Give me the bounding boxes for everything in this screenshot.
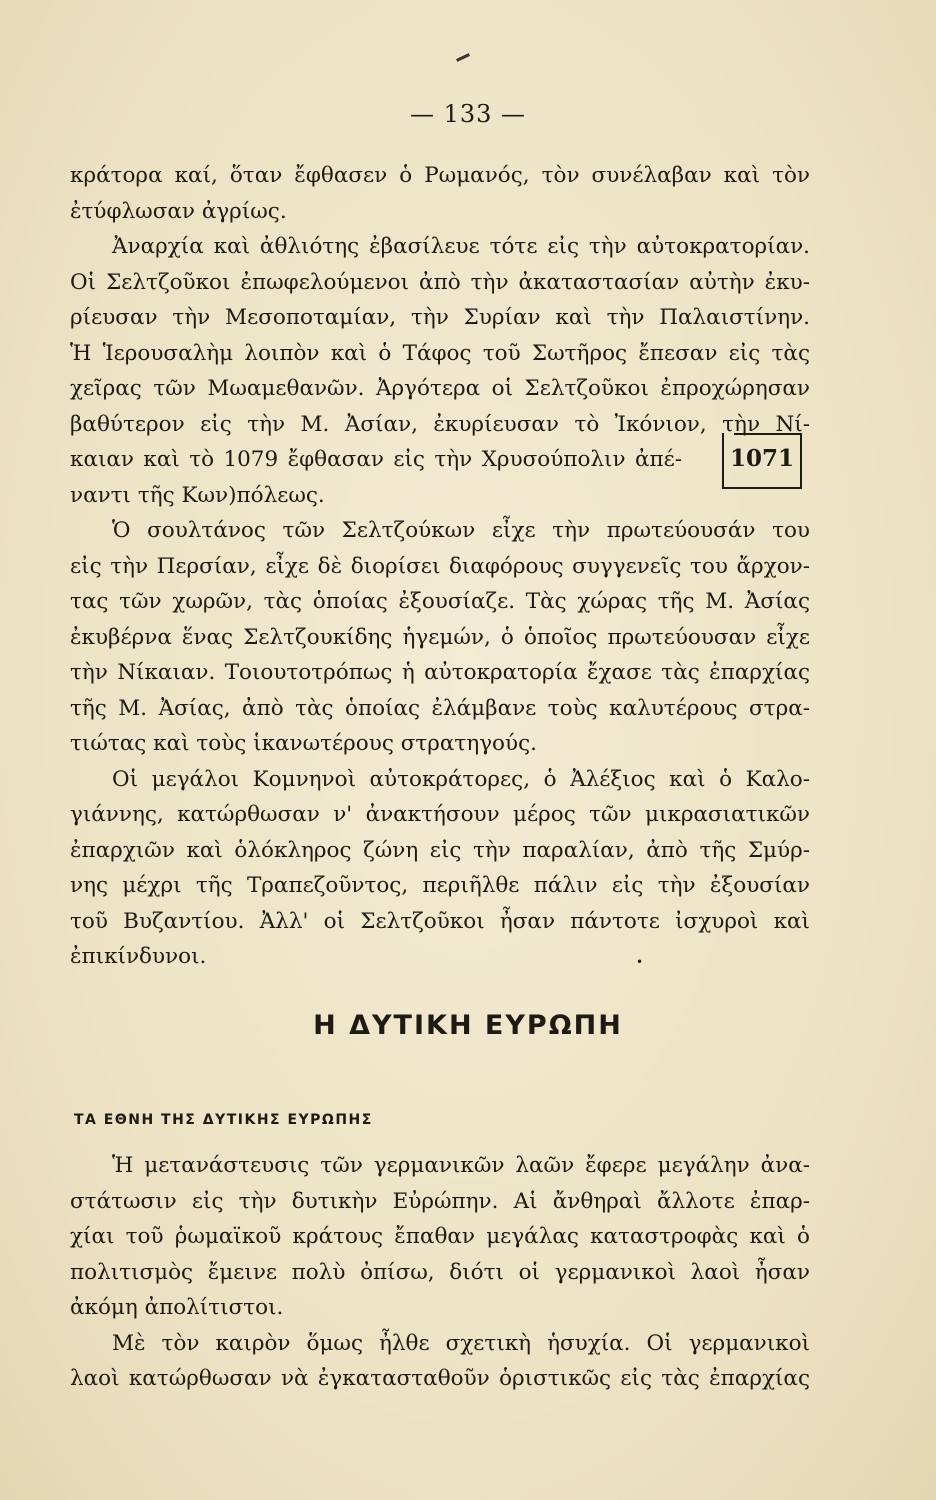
text-line: χεῖρας τῶν Μωαμεθανῶν. Ἀργότερα οἱ Σελτζοῦκοι ἐπροχώρησαν bbox=[70, 376, 810, 401]
text-line: Ἡ Ἱερουσαλὴμ λοιπὸν καὶ ὁ Τάφος τοῦ Σωτῆρος ἔπεσαν εἰς τὰς bbox=[70, 340, 810, 366]
text-line: βαθύτερον εἰς τὴν Μ. Ἀσίαν, ἐκυρίευσαν τὸ Ἰκόνιον, τὴν Νί- bbox=[70, 411, 810, 437]
text-line: κράτορα καί, ὅταν ἔφθασεν ὁ Ρωμανός, τὸν συνέλαβαν καὶ τὸν bbox=[70, 163, 810, 188]
text-line: τοῦ Βυζαντίου. Ἀλλ' οἱ Σελτζοῦκοι ἦσαν πάντοτε ἰσχυροὶ καὶ bbox=[70, 908, 810, 934]
page-number: — 133 — bbox=[409, 100, 527, 128]
section-title: Η ΔΥΤΙΚΗ ΕΥΡΩΠΗ bbox=[313, 1010, 623, 1041]
marginal-date-box bbox=[722, 433, 802, 489]
printer-dot: • bbox=[636, 955, 644, 969]
text-line: τὴν Νίκαιαν. Τοιουτοτρόπως ἡ αὐτοκρατορία ἔχασε τὰς ἐπαρχίας bbox=[70, 660, 810, 685]
text-line: ἐπαρχιῶν καὶ ὁλόκληρος ζώνη εἰς τὴν παραλίαν, ἀπὸ τῆς Σμύρ- bbox=[70, 837, 810, 863]
text-line: ἀκόμη ἀπολίτιστοι. bbox=[70, 1295, 284, 1320]
text-line: πολιτισμὸς ἔμεινε πολὺ ὀπίσω, διότι οἱ γερμανικοὶ λαοὶ ἦσαν bbox=[70, 1259, 810, 1285]
text-line: ἐπικίνδυνοι. bbox=[70, 944, 207, 969]
text-line: καιαν καὶ τὸ 1079 ἔφθασαν εἰς τὴν Χρυσούπολιν ἀπέ- bbox=[70, 447, 682, 472]
text-line: ἐτύφλωσαν ἀγρίως. bbox=[70, 198, 287, 224]
text-line: ναντι τῆς Κων)πόλεως. bbox=[70, 482, 325, 508]
text-line: εἰς τὴν Περσίαν, εἶχε δὲ διορίσει διαφόρους συγγενεῖς του ἄρχον- bbox=[70, 553, 810, 579]
text-line: νης μέχρι τῆς Τραπεζοῦντος, περιῆλθε πάλιν εἰς τὴν ἐξουσίαν bbox=[70, 873, 810, 898]
marginal-year: 1071 bbox=[729, 445, 794, 472]
text-line: Οἱ Σελτζοῦκοι ἐπωφελούμενοι ἀπὸ τὴν ἀκαταστασίαν αὐτὴν ἐκυ- bbox=[70, 269, 810, 295]
sub-heading: ΤΑ ΕΘΝΗ ΤΗΣ ΔΥΤΙΚΗΣ ΕΥΡΩΠΗΣ bbox=[74, 1112, 373, 1128]
text-line: τῆς Μ. Ἀσίας, ἀπὸ τὰς ὁποίας ἐλάμβανε τοὺς καλυτέρους στρα- bbox=[70, 695, 810, 721]
text-line: λαοὶ κατώρθωσαν νὰ ἐγκατασταθοῦν ὁριστικῶς εἰς τὰς ἐπαρχίας bbox=[70, 1366, 810, 1391]
text-line: στάτωσιν εἰς τὴν δυτικὴν Εὐρώπην. Αἱ ἄνθηραὶ ἄλλοτε ἐπαρ- bbox=[70, 1188, 810, 1214]
text-line: Οἱ μεγάλοι Κομνηνοὶ αὐτοκράτορες, ὁ Ἀλέξιος καὶ ὁ Καλο- bbox=[112, 766, 810, 792]
ink-mark bbox=[456, 53, 470, 62]
text-line: Ἡ μετανάστευσις τῶν γερμανικῶν λαῶν ἔφερε μεγάλην ἀνα- bbox=[112, 1153, 810, 1178]
text-line: τιώτας καὶ τοὺς ἱκανωτέρους στρατηγούς. bbox=[70, 731, 537, 756]
text-line: χίαι τοῦ ῥωμαϊκοῦ κράτους ἔπαθαν μεγάλας καταστροφὰς καὶ ὁ bbox=[70, 1224, 810, 1249]
text-line: τας τῶν χωρῶν, τὰς ὁποίας ἐξουσίαζε. Τὰς χώρας τῆς Μ. Ἀσίας bbox=[70, 589, 810, 614]
body-text-top bbox=[70, 158, 810, 975]
text-line: Ὁ σουλτάνος τῶν Σελτζούκων εἶχε τὴν πρωτεύουσάν του bbox=[112, 518, 810, 543]
text-line: ἐκυβέρνα ἕνας Σελτζουκίδης ἡγεμών, ὁ ὁποῖος πρωτεύουσαν εἶχε bbox=[70, 624, 810, 650]
text-line: Μὲ τὸν καιρὸν ὅμως ἦλθε σχετικὴ ἡσυχία. Οἱ γερμανικοὶ bbox=[112, 1330, 810, 1356]
body-text-bottom bbox=[70, 1148, 810, 1397]
text-line: Ἀναρχία καὶ ἀθλιότης ἐβασίλευε τότε εἰς τὴν αὐτοκρατορίαν. bbox=[112, 234, 810, 259]
text-line: γιάννης, κατώρθωσαν ν' ἀνακτήσουν μέρος τῶν μικρασιατικῶν bbox=[70, 802, 810, 827]
text-line: ρίευσαν τὴν Μεσοποταμίαν, τὴν Συρίαν καὶ τὴν Παλαιστίνην. bbox=[70, 305, 810, 330]
